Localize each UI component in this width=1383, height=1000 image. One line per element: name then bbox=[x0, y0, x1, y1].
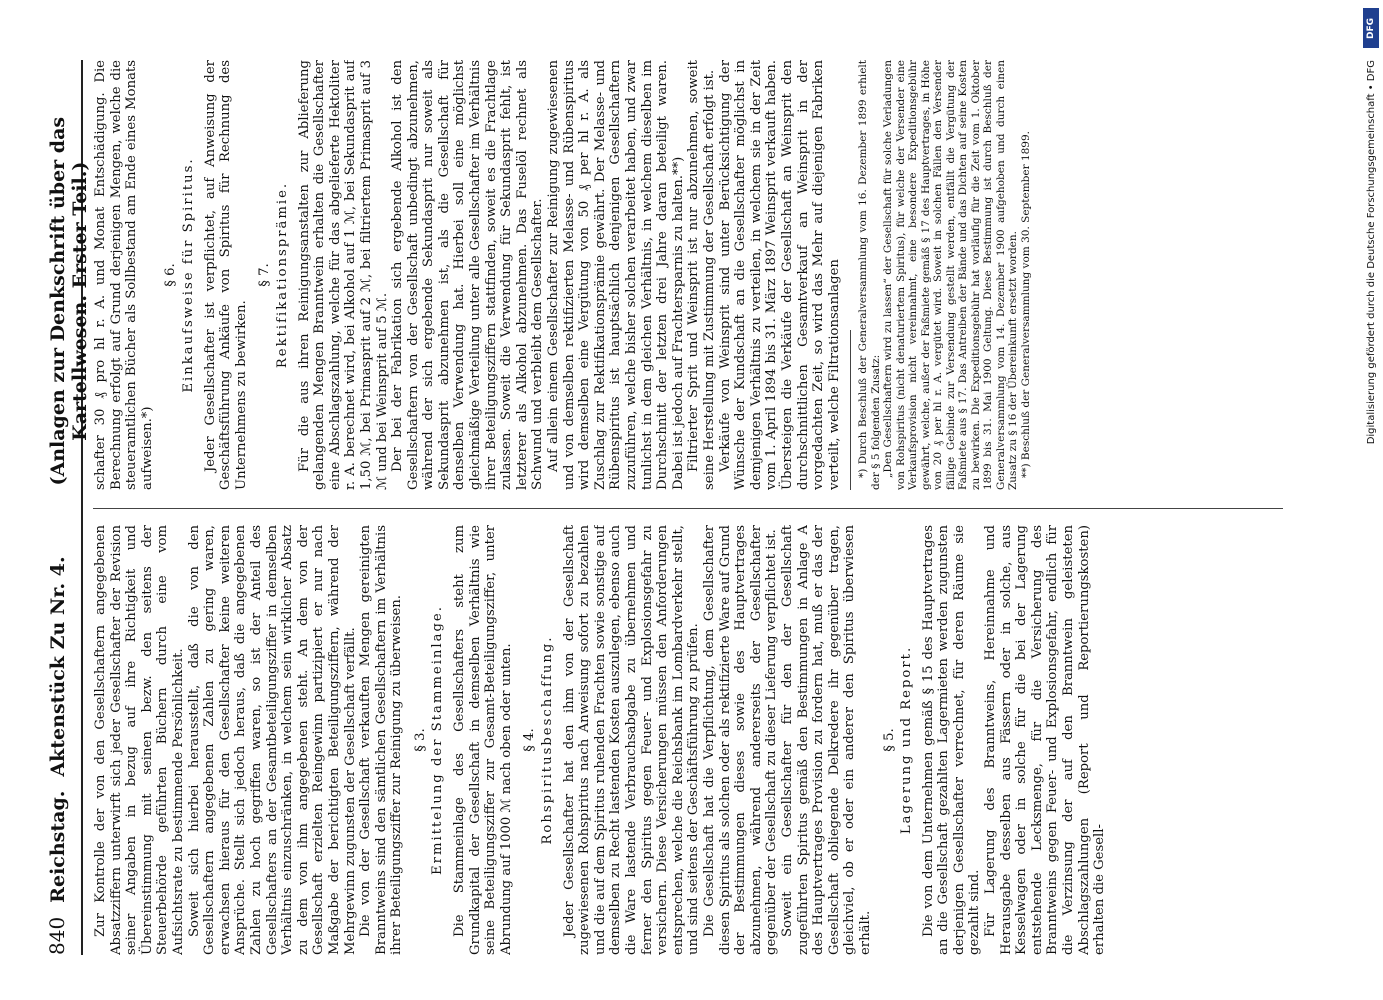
section-heading: Rektifikationsprämie. bbox=[274, 181, 290, 369]
header-right: (Anlagen zur Denkschrift über das Kartellwesen. Erster Teil.) bbox=[47, 116, 91, 486]
paragraph: schafter 30 ₰ pro hl r. A. und Monat Entschädigung. Die Berechnung erfolgt auf Grund derjenigen Mengen, welche die steueramtlichen Bücher als Sollbestand am Ende eines Monats aufweisen.*) bbox=[93, 60, 155, 490]
paragraph: Für die aus ihren Reinigungsanstalten zur Ablieferung gelangenden Mengen Branntwein erhalten die Gesellschafter eine Abschlagszahlung, welche für das abgelieferte Hektoliter r. A. berechnet wird, bei Alkohol auf 1 ℳ, bei Sekundasprit auf 1,50 ℳ, bei Primasprit auf 2 ℳ, bei filtriertem Primasprit auf 3 ℳ und bei Weinsprit auf 5 ℳ. bbox=[296, 60, 390, 490]
paragraph: Filtrierter Sprit und Weinsprit ist nur abzunehmen, soweit seine Herstellung mit Zustimmung der Gesellschaft erfolgt ist. bbox=[686, 60, 717, 490]
footnote-rule bbox=[850, 330, 851, 490]
footnote: „Den Gesellschaftern wird zu lassen“ der Gesellschaft für solche Verladungen von Rohspiritus (nicht denaturiertem Spiritus), für welche der Versender eine Verkaufsprovision nicht vereinnahmt, eine besondere Expeditionsgebühr gewährt, welche, außer der Faßmiete gemäß § 17 des Hauptvertrages, in Höhe von 20 ₰ per hl r. A. vergütet wird. Soweit in solchen Fällen den Versender fällige Gebinde zur Versendung gestellt werden, entfällt die Vergütung der Faßmiete aus § 17. Das Antreiben der Bände und das Dichten auf seine Kosten zu bewirken. Die Expeditionsgebühr hat vorläufig für die Zeit vom 1. Oktober 1899 bis 31. Mai 1900 Geltung. Diese Bestimmung ist durch Beschluß der Generalversammlung vom 14. Dezember 1900 aufgehoben und durch einen Zusatz zu § 16 der Übereinkunft ersetzt worden. bbox=[882, 60, 1020, 490]
column-divider bbox=[93, 508, 1283, 509]
section-number: § 5. bbox=[881, 728, 897, 752]
rotated-page bbox=[45, 0, 1108, 955]
section-heading: Einkaufsweise für Spiritus. bbox=[180, 157, 196, 393]
paragraph: Die von dem Unternehmen gemäß § 15 des Hauptvertrages an die Gesellschaft gezahlten Lagermieten werden zugunsten derjenigen Gesellschafter verrechnet, für deren Räume sie gezahlt sind. bbox=[920, 525, 983, 955]
right-column bbox=[93, 60, 1333, 490]
section-number: § 3. bbox=[412, 728, 428, 752]
paragraph: Die von der Gesellschaft verkauften Mengen gereinigten Branntweins sind den sämtlichen Gesellschaftern im Verhältnis ihrer Beteiligungsziffer zur Reinigung zu überweisen. bbox=[358, 525, 405, 955]
paragraph: Der bei der Fabrikation sich ergebende Alkohol ist den Gesellschaftern von der Gesellschaft unbedingt abzunehmen, während der sich ergebende Sekundasprit nur soweit als Sekundasprit abzunehmen ist, als die Gesellschaft für denselben Verwendung hat. Hierbei soll eine möglichst gleichmäßige Verteilung unter alle Gesellschafter im Verhältnis ihrer Beteiligungsziffern stattfinden, soweit es die Frachtlage zulassen. Soweit die Verwendung für Sekundasprit fehlt, ist letzterer als Alkohol abzunehmen. Das Fuselöl rechnet als Schwund und verbleibt dem Gesellschafter. bbox=[390, 60, 546, 490]
section-heading: Ermittelung der Stammeinlage. bbox=[430, 605, 446, 875]
header-title: Aktenstück Zu Nr. 4. bbox=[47, 556, 69, 777]
section-number: § 6. bbox=[163, 263, 179, 287]
left-column bbox=[93, 525, 1333, 955]
paragraph: Auf allein einem Gesellschafter zur Reinigung zugewiesenen und von demselben rektifizierten Melasse- und Rübenspiritus wird demselben eine Vergütung von 50 ₰ per hl r. A. als Zuschlag zur Rektifikationsprämie gewährt. Der Melasse- und Rübenspiritus ist hauptsächlich denjenigen Gesellschaftern zuzuführen, welche bisher solchen verarbeitet haben, und zwar tunlichst in dem gleichen Verhältnis, in welchem dieselben im Durchschnitt der letzten drei Jahre daran beteiligt waren. Dabei ist jedoch auf Frachtersparnis zu halten.**) bbox=[546, 60, 686, 490]
paragraph: Für Lagerung des Branntweins, Hereinnahme und Herausgabe desselben aus Fässern oder in solche, aus Kesselwagen oder in solche für die bei der Lagerung entstehende Lecksmenge, für die Versicherung des Branntweins gegen Feuer- und Explosionsgefahr, endlich für die Verzinsung der auf den Branntwein geleisteten Abschlagszahlungen (Report und Reportierungskosten) erhalten die Gesell- bbox=[983, 525, 1108, 955]
paragraph: Jeder Gesellschafter hat den ihm von der Gesellschaft zugewiesenen Rohspiritus nach Anweisung sofort zu bezahlen und die auf dem Spiritus ruhenden Frachten sowie sonstige auf demselben zu Recht lastenden Kosten auszulegen, ebenso auch die Ware lastende Verbrauchsabgabe zu übernehmen und ferner den Spiritus gegen Feuer- und Explosionsgefahr zu versichern. Diese Versicherungen müssen den Anforderungen entsprechen, welche die Reichsbank im Lombardverkehr stellt, und sind seitens der Geschäftsführung zu prüfen. bbox=[561, 525, 702, 955]
section-number: § 7. bbox=[257, 263, 273, 287]
paragraph: Zur Kontrolle der von den Gesellschaftern angegebenen Absatzziffern unterwirft sich jeder Gesellschafter der Revision seiner Angaben in bezug auf ihre Richtigkeit und Übereinstimmung mit seinen bezw. den seitens der Steuerbehörde geführten Büchern durch eine vom Aufsichtsrate zu bestimmende Persönlichkeit. bbox=[93, 525, 186, 955]
section-heading: Rohspiritusbeschaffung. bbox=[540, 635, 556, 845]
header-left: Reichstag. bbox=[47, 790, 69, 903]
page-header bbox=[45, 60, 91, 955]
paragraph: Soweit ein Gesellschafter für den der Gesellschaft zugeführten Spiritus gemäß den Bestimmungen in Anlage A des Hauptvertrages Provision zu fordern hat, muß er das der Gesellschaft obliegende Delkredere ihr gegenüber tragen, gleichviel, ob er oder ein anderer den Spiritus überwiesen erhält. bbox=[779, 525, 873, 955]
footnote: *) Durch Beschluß der Generalversammlung vom 16. Dezember 1899 erhielt der § 5 folgenden Zusatz: bbox=[857, 60, 882, 490]
section-heading: Lagerung und Report. bbox=[899, 645, 915, 835]
footnote: **) Beschluß der Generalversammlung vom 30. September 1899. bbox=[1019, 131, 1032, 478]
page-number: 840 bbox=[45, 916, 69, 955]
digitization-credit: Digitalisierung gefördert durch die Deutsche Forschungsgemeinschaft • DFG bbox=[1366, 60, 1377, 445]
section-number: § 4. bbox=[522, 728, 538, 752]
dfg-logo: DFG bbox=[1363, 8, 1379, 48]
paragraph: Soweit sich hierbei herausstellt, daß die von den Gesellschaftern angegebenen Zahlen zu gering waren, erwachsen hieraus für den Gesellschafter keine weiteren Ansprüche. Stellt sich jedoch heraus, daß die angegebenen Zahlen zu hoch gegriffen waren, so ist der Anteil des Gesellschafters an der Gesamtbeteiligungsziffer in demselben Verhältnis einzuschränken, in welchem sein wirklicher Absatz zu dem von ihm angegebenen steht. An dem von der Gesellschaft erzielten Reingewinn partizipiert er nur nach Maßgabe der berichtigten Beteiligungsziffern, während der Mehrgewinn zugunsten der Gesellschaft verfällt. bbox=[186, 525, 358, 955]
paragraph: Jeder Gesellschafter ist verpflichtet, auf Anweisung der Geschäftsführung Ankäufe von Spiritus für Rechnung des Unternehmens zu bewirken. bbox=[202, 60, 249, 490]
document-sheet bbox=[45, 60, 1345, 955]
paragraph: Die Gesellschaft hat die Verpflichtung, dem Gesellschafter diesen Spiritus als solchen oder als rektifizierte Ware auf Grund der Bestimmungen dieses sowie des Hauptvertrages abzunehmen, während andererseits der Gesellschafter gegenüber der Gesellschaft zu dieser Lieferung verpflichtet ist. bbox=[701, 525, 780, 955]
paragraph: Die Stammeinlage des Gesellschafters steht zum Grundkapital der Gesellschaft in demselben Verhältnis wie seine Beteiligungsziffer zur Gesamt-Beteiligungsziffer, unter Abrundung auf 1000 ℳ nach oben oder unten. bbox=[452, 525, 514, 955]
paragraph: Verkäufe von Weinsprit sind unter Berücksichtigung der Wünsche der Kundschaft an die Gesellschafter möglichst in demjenigen Verhältnis zu verteilen, in welchem sie in der Zeit vom 1. April 1894 bis 31. März 1897 Weinsprit verkauft haben. Übersteigen die Verkäufe der Gesellschaft an Weinsprit den durchschnittlichen Gesamtverkauf an Weinsprit in der vorgedachten Zeit, so wird das Mehr auf diejenigen Fabriken verteilt, welche Filtrationsanlagen bbox=[717, 60, 842, 490]
